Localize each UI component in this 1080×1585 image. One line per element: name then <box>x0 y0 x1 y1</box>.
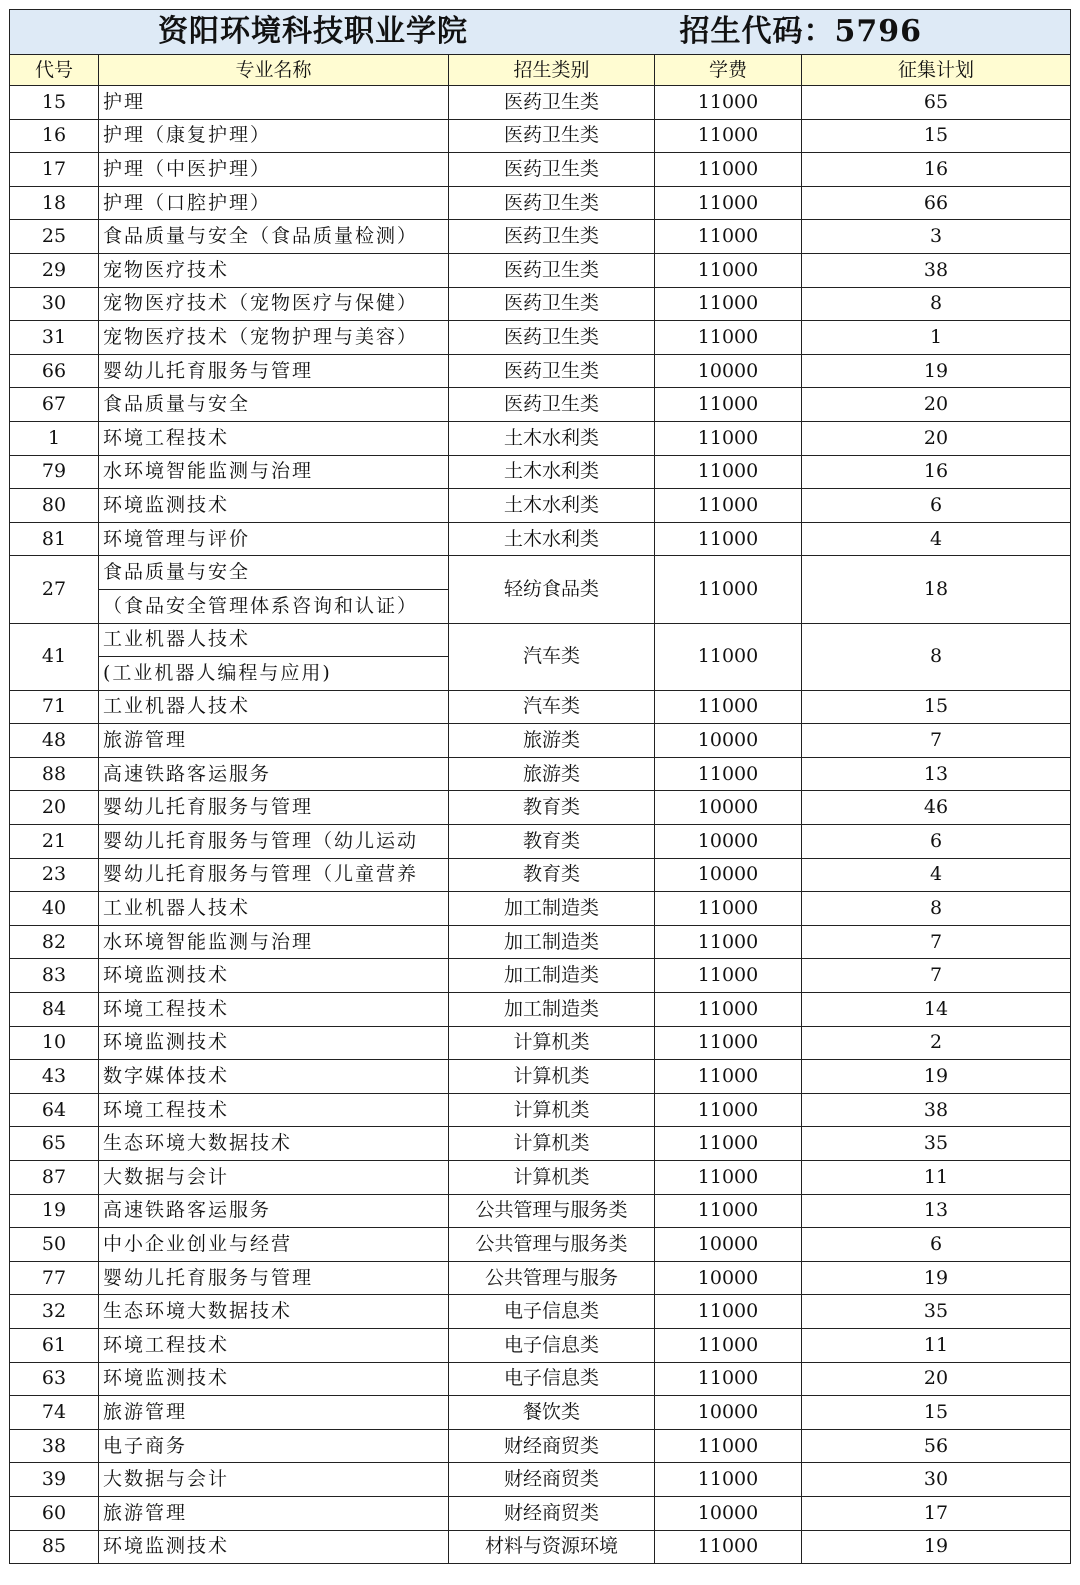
major-name: 数字媒体技术 <box>99 1060 449 1094</box>
table-row <box>10 1530 1071 1564</box>
tuition-fee: 11000 <box>655 1463 802 1497</box>
major-category: 汽车类 <box>449 690 655 724</box>
major-code: 19 <box>10 1194 99 1228</box>
tuition-fee: 11000 <box>655 321 802 355</box>
major-category: 财经商贸类 <box>449 1463 655 1497</box>
major-category: 餐饮类 <box>449 1396 655 1430</box>
tuition-fee: 11000 <box>655 1194 802 1228</box>
tuition-fee: 11000 <box>655 1295 802 1329</box>
major-name: 婴幼儿托育服务与管理（幼儿运动 <box>99 825 449 859</box>
tuition-fee: 11000 <box>655 388 802 422</box>
tuition-fee: 10000 <box>655 825 802 859</box>
tuition-fee: 11000 <box>655 153 802 187</box>
major-category: 公共管理与服务 <box>449 1261 655 1295</box>
majors-table <box>9 9 1071 1564</box>
major-name: 工业机器人技术 <box>99 690 449 724</box>
quota-plan: 7 <box>802 925 1071 959</box>
major-category: 加工制造类 <box>449 925 655 959</box>
tuition-fee: 10000 <box>655 354 802 388</box>
major-category: 教育类 <box>449 791 655 825</box>
quota-plan: 14 <box>802 993 1071 1027</box>
major-category: 计算机类 <box>449 1093 655 1127</box>
tuition-fee: 11000 <box>655 489 802 523</box>
major-category: 电子信息类 <box>449 1328 655 1362</box>
tuition-fee: 11000 <box>655 556 802 623</box>
table-row <box>10 1261 1071 1295</box>
major-name: 生态环境大数据技术 <box>99 1127 449 1161</box>
major-category: 土木水利类 <box>449 455 655 489</box>
tuition-fee: 11000 <box>655 1530 802 1564</box>
table-row <box>10 1161 1071 1195</box>
table-row <box>10 1127 1071 1161</box>
tuition-fee: 11000 <box>655 119 802 153</box>
quota-plan: 56 <box>802 1429 1071 1463</box>
major-category: 财经商贸类 <box>449 1429 655 1463</box>
tuition-fee: 10000 <box>655 1228 802 1262</box>
quota-plan: 6 <box>802 489 1071 523</box>
major-code: 21 <box>10 825 99 859</box>
table-row <box>10 1429 1071 1463</box>
table-row <box>10 489 1071 523</box>
major-name: 护理 <box>99 86 449 120</box>
major-category: 医药卫生类 <box>449 153 655 187</box>
quota-plan: 46 <box>802 791 1071 825</box>
table-row <box>10 1396 1071 1430</box>
major-category: 教育类 <box>449 858 655 892</box>
major-code: 10 <box>10 1026 99 1060</box>
enrollment-code: 招生代码：5796 <box>679 14 923 49</box>
major-name: 婴幼儿托育服务与管理 <box>99 791 449 825</box>
table-row <box>10 522 1071 556</box>
table-row <box>10 825 1071 859</box>
major-name: 电子商务 <box>99 1429 449 1463</box>
major-category: 土木水利类 <box>449 421 655 455</box>
quota-plan: 17 <box>802 1496 1071 1530</box>
major-code: 29 <box>10 253 99 287</box>
major-category: 电子信息类 <box>449 1362 655 1396</box>
major-code: 41 <box>10 623 99 690</box>
quota-plan: 18 <box>802 556 1071 623</box>
major-code: 88 <box>10 757 99 791</box>
major-category: 医药卫生类 <box>449 388 655 422</box>
tuition-fee: 10000 <box>655 724 802 758</box>
tuition-fee: 11000 <box>655 1060 802 1094</box>
major-name: 工业机器人技术 <box>99 892 449 926</box>
quota-plan: 4 <box>802 522 1071 556</box>
major-name: 环境工程技术 <box>99 993 449 1027</box>
major-code: 71 <box>10 690 99 724</box>
quota-plan: 8 <box>802 623 1071 690</box>
header-code: 代号 <box>10 55 99 86</box>
table-row <box>10 321 1071 355</box>
table-row <box>10 153 1071 187</box>
major-code: 65 <box>10 1127 99 1161</box>
table-row <box>10 1362 1071 1396</box>
table-row <box>10 858 1071 892</box>
table-row <box>10 287 1071 321</box>
major-name: 环境监测技术 <box>99 1026 449 1060</box>
major-name: 婴幼儿托育服务与管理 <box>99 354 449 388</box>
quota-plan: 19 <box>802 354 1071 388</box>
major-category: 加工制造类 <box>449 993 655 1027</box>
major-name: 旅游管理 <box>99 724 449 758</box>
quota-plan: 8 <box>802 287 1071 321</box>
table-row <box>10 1026 1071 1060</box>
major-category: 医药卫生类 <box>449 186 655 220</box>
table-row <box>10 186 1071 220</box>
major-code: 60 <box>10 1496 99 1530</box>
major-code: 64 <box>10 1093 99 1127</box>
major-name: 工业机器人技术 <box>99 623 449 657</box>
table-row <box>10 925 1071 959</box>
title-cell <box>10 10 1071 55</box>
major-name: 中小企业创业与经营 <box>99 1228 449 1262</box>
major-code: 61 <box>10 1328 99 1362</box>
major-name: 食品质量与安全 <box>99 556 449 590</box>
major-code: 30 <box>10 287 99 321</box>
quota-plan: 6 <box>802 1228 1071 1262</box>
table-row <box>10 354 1071 388</box>
major-name: 环境工程技术 <box>99 421 449 455</box>
major-name: 大数据与会计 <box>99 1161 449 1195</box>
table-row <box>10 724 1071 758</box>
table-row <box>10 791 1071 825</box>
major-name: 宠物医疗技术 <box>99 253 449 287</box>
quota-plan: 15 <box>802 690 1071 724</box>
major-code: 31 <box>10 321 99 355</box>
quota-plan: 35 <box>802 1127 1071 1161</box>
quota-plan: 19 <box>802 1261 1071 1295</box>
major-code: 39 <box>10 1463 99 1497</box>
tuition-fee: 11000 <box>655 455 802 489</box>
quota-plan: 4 <box>802 858 1071 892</box>
major-category: 计算机类 <box>449 1127 655 1161</box>
table-row <box>10 1194 1071 1228</box>
major-code: 50 <box>10 1228 99 1262</box>
major-code: 16 <box>10 119 99 153</box>
major-name: 大数据与会计 <box>99 1463 449 1497</box>
major-category: 旅游类 <box>449 724 655 758</box>
major-code: 74 <box>10 1396 99 1430</box>
major-code: 80 <box>10 489 99 523</box>
tuition-fee: 11000 <box>655 1362 802 1396</box>
table-row <box>10 1060 1071 1094</box>
major-code: 63 <box>10 1362 99 1396</box>
major-category: 医药卫生类 <box>449 253 655 287</box>
title-row <box>10 10 1071 55</box>
tuition-fee: 11000 <box>655 253 802 287</box>
quota-plan: 6 <box>802 825 1071 859</box>
table-row <box>10 623 1071 657</box>
major-name: 婴幼儿托育服务与管理（儿童营养 <box>99 858 449 892</box>
quota-plan: 16 <box>802 153 1071 187</box>
major-code: 1 <box>10 421 99 455</box>
quota-plan: 13 <box>802 757 1071 791</box>
major-code: 25 <box>10 220 99 254</box>
table-row <box>10 556 1071 590</box>
table-row <box>10 119 1071 153</box>
major-category: 医药卫生类 <box>449 119 655 153</box>
major-category: 公共管理与服务类 <box>449 1228 655 1262</box>
tuition-fee: 10000 <box>655 1396 802 1430</box>
quota-plan: 2 <box>802 1026 1071 1060</box>
major-name-detail: （食品安全管理体系咨询和认证） <box>99 589 449 623</box>
major-code: 18 <box>10 186 99 220</box>
major-category: 计算机类 <box>449 1060 655 1094</box>
header-plan: 征集计划 <box>802 55 1071 86</box>
quota-plan: 1 <box>802 321 1071 355</box>
major-category: 计算机类 <box>449 1161 655 1195</box>
table-row <box>10 86 1071 120</box>
major-category: 土木水利类 <box>449 522 655 556</box>
quota-plan: 38 <box>802 1093 1071 1127</box>
major-name: 环境监测技术 <box>99 1530 449 1564</box>
major-category: 医药卫生类 <box>449 220 655 254</box>
major-category: 财经商贸类 <box>449 1496 655 1530</box>
quota-plan: 11 <box>802 1161 1071 1195</box>
tuition-fee: 11000 <box>655 925 802 959</box>
major-code: 27 <box>10 556 99 623</box>
header-row <box>10 55 1071 86</box>
table-row <box>10 1295 1071 1329</box>
tuition-fee: 10000 <box>655 791 802 825</box>
tuition-fee: 11000 <box>655 1161 802 1195</box>
major-name: 食品质量与安全（食品质量检测） <box>99 220 449 254</box>
table-row <box>10 388 1071 422</box>
major-name: 环境工程技术 <box>99 1328 449 1362</box>
table-row <box>10 959 1071 993</box>
header-category: 招生类别 <box>449 55 655 86</box>
major-category: 轻纺食品类 <box>449 556 655 623</box>
tuition-fee: 11000 <box>655 1429 802 1463</box>
tuition-fee: 11000 <box>655 186 802 220</box>
quota-plan: 11 <box>802 1328 1071 1362</box>
quota-plan: 38 <box>802 253 1071 287</box>
major-name: 护理（中医护理） <box>99 153 449 187</box>
major-category: 公共管理与服务类 <box>449 1194 655 1228</box>
major-code: 83 <box>10 959 99 993</box>
tuition-fee: 10000 <box>655 1496 802 1530</box>
table-row <box>10 220 1071 254</box>
major-category: 计算机类 <box>449 1026 655 1060</box>
quota-plan: 15 <box>802 1396 1071 1430</box>
major-category: 医药卫生类 <box>449 354 655 388</box>
quota-plan: 20 <box>802 1362 1071 1396</box>
quota-plan: 35 <box>802 1295 1071 1329</box>
major-name: 食品质量与安全 <box>99 388 449 422</box>
table-row <box>10 1228 1071 1262</box>
tuition-fee: 10000 <box>655 858 802 892</box>
admissions-sheet <box>9 9 1070 1564</box>
quota-plan: 20 <box>802 421 1071 455</box>
major-code: 77 <box>10 1261 99 1295</box>
tuition-fee: 11000 <box>655 421 802 455</box>
quota-plan: 8 <box>802 892 1071 926</box>
tuition-fee: 11000 <box>655 993 802 1027</box>
major-name: 高速铁路客运服务 <box>99 757 449 791</box>
major-name: 宠物医疗技术（宠物护理与美容） <box>99 321 449 355</box>
major-name: 护理（口腔护理） <box>99 186 449 220</box>
major-name: 水环境智能监测与治理 <box>99 925 449 959</box>
major-code: 82 <box>10 925 99 959</box>
major-name: 环境监测技术 <box>99 1362 449 1396</box>
table-row <box>10 757 1071 791</box>
table-row <box>10 892 1071 926</box>
major-code: 67 <box>10 388 99 422</box>
tuition-fee: 11000 <box>655 1093 802 1127</box>
major-code: 66 <box>10 354 99 388</box>
header-major: 专业名称 <box>99 55 449 86</box>
quota-plan: 16 <box>802 455 1071 489</box>
major-category: 加工制造类 <box>449 959 655 993</box>
major-category: 教育类 <box>449 825 655 859</box>
tuition-fee: 11000 <box>655 86 802 120</box>
major-code: 43 <box>10 1060 99 1094</box>
tuition-fee: 11000 <box>655 287 802 321</box>
table-row <box>10 1093 1071 1127</box>
tuition-fee: 11000 <box>655 690 802 724</box>
tuition-fee: 11000 <box>655 522 802 556</box>
table-row <box>10 1463 1071 1497</box>
major-category: 医药卫生类 <box>449 321 655 355</box>
tuition-fee: 11000 <box>655 623 802 690</box>
tuition-fee: 10000 <box>655 1261 802 1295</box>
quota-plan: 7 <box>802 959 1071 993</box>
tuition-fee: 11000 <box>655 959 802 993</box>
major-category: 土木水利类 <box>449 489 655 523</box>
major-category: 材料与资源环境 <box>449 1530 655 1564</box>
major-code: 84 <box>10 993 99 1027</box>
major-name: 环境监测技术 <box>99 959 449 993</box>
major-category: 汽车类 <box>449 623 655 690</box>
major-name: 环境工程技术 <box>99 1093 449 1127</box>
major-category: 电子信息类 <box>449 1295 655 1329</box>
tuition-fee: 11000 <box>655 892 802 926</box>
major-name-detail: (工业机器人编程与应用) <box>99 657 449 691</box>
major-code: 32 <box>10 1295 99 1329</box>
major-category: 旅游类 <box>449 757 655 791</box>
major-name: 护理（康复护理） <box>99 119 449 153</box>
major-code: 85 <box>10 1530 99 1564</box>
major-code: 87 <box>10 1161 99 1195</box>
table-row <box>10 690 1071 724</box>
major-code: 38 <box>10 1429 99 1463</box>
major-name: 婴幼儿托育服务与管理 <box>99 1261 449 1295</box>
major-code: 48 <box>10 724 99 758</box>
quota-plan: 7 <box>802 724 1071 758</box>
table-row <box>10 455 1071 489</box>
major-code: 17 <box>10 153 99 187</box>
major-name: 环境监测技术 <box>99 489 449 523</box>
table-row <box>10 1496 1071 1530</box>
major-name: 高速铁路客运服务 <box>99 1194 449 1228</box>
major-name: 生态环境大数据技术 <box>99 1295 449 1329</box>
major-code: 40 <box>10 892 99 926</box>
major-name: 旅游管理 <box>99 1396 449 1430</box>
table-row <box>10 253 1071 287</box>
tuition-fee: 11000 <box>655 1127 802 1161</box>
major-name: 水环境智能监测与治理 <box>99 455 449 489</box>
tuition-fee: 11000 <box>655 757 802 791</box>
tuition-fee: 11000 <box>655 1026 802 1060</box>
major-code: 15 <box>10 86 99 120</box>
major-category: 医药卫生类 <box>449 287 655 321</box>
major-name: 旅游管理 <box>99 1496 449 1530</box>
quota-plan: 15 <box>802 119 1071 153</box>
quota-plan: 66 <box>802 186 1071 220</box>
major-code: 23 <box>10 858 99 892</box>
major-category: 加工制造类 <box>449 892 655 926</box>
major-name: 环境管理与评价 <box>99 522 449 556</box>
table-row <box>10 1328 1071 1362</box>
major-code: 81 <box>10 522 99 556</box>
quota-plan: 30 <box>802 1463 1071 1497</box>
header-fee: 学费 <box>655 55 802 86</box>
quota-plan: 65 <box>802 86 1071 120</box>
table-row <box>10 993 1071 1027</box>
tuition-fee: 11000 <box>655 1328 802 1362</box>
tuition-fee: 11000 <box>655 220 802 254</box>
major-category: 医药卫生类 <box>449 86 655 120</box>
quota-plan: 3 <box>802 220 1071 254</box>
quota-plan: 19 <box>802 1530 1071 1564</box>
major-code: 79 <box>10 455 99 489</box>
quota-plan: 20 <box>802 388 1071 422</box>
quota-plan: 13 <box>802 1194 1071 1228</box>
school-name: 资阳环境科技职业学院 <box>158 14 468 49</box>
quota-plan: 19 <box>802 1060 1071 1094</box>
major-name: 宠物医疗技术（宠物医疗与保健） <box>99 287 449 321</box>
table-row <box>10 421 1071 455</box>
major-code: 20 <box>10 791 99 825</box>
